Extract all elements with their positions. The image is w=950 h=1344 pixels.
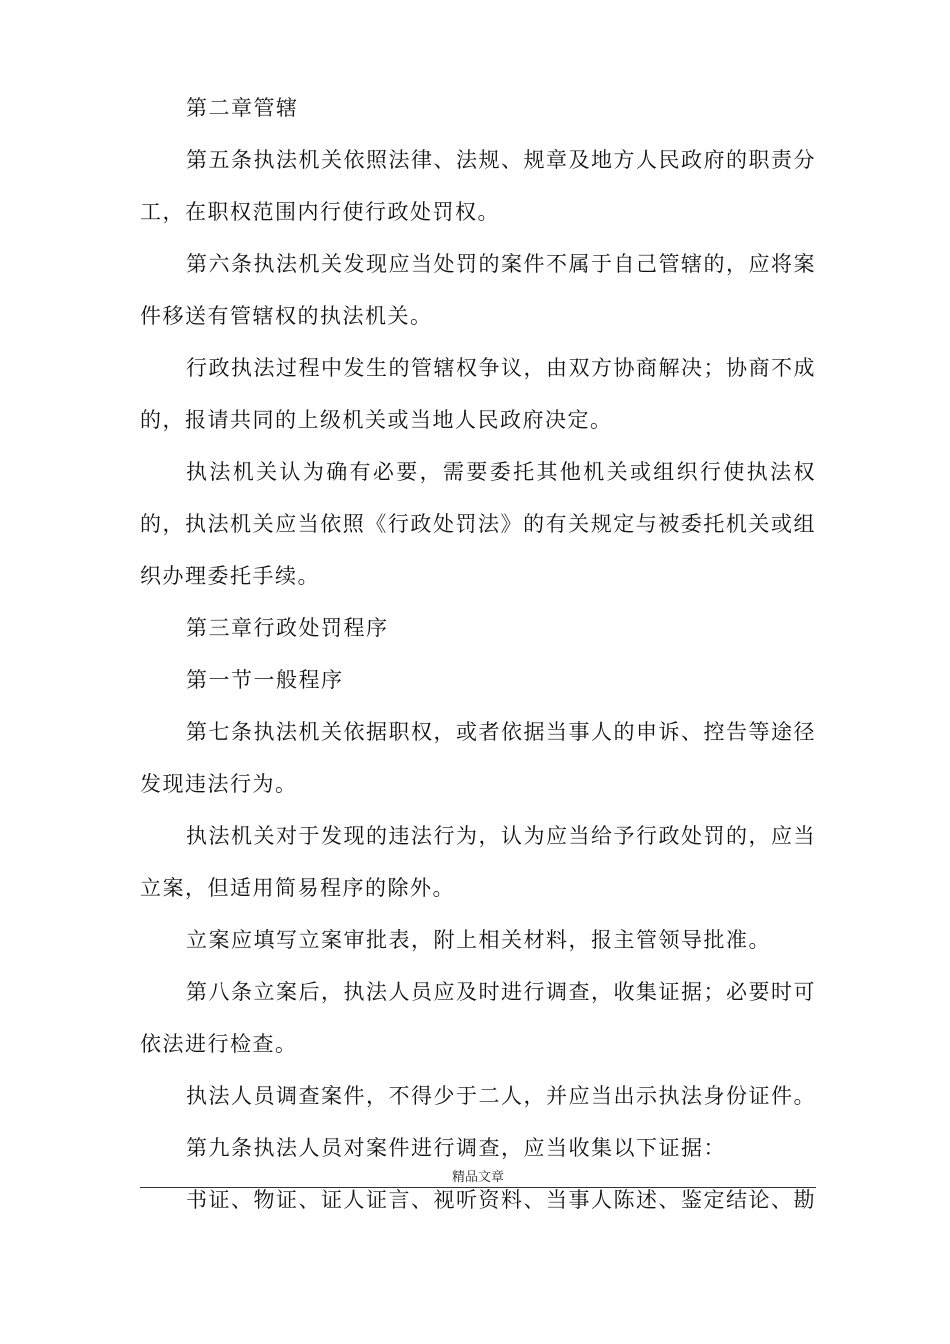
chapter-heading: 第三章行政处罚程序 (186, 616, 389, 640)
article-paragraph: 执法人员调查案件，不得少于二人，并应当出示执法身份证件。 (186, 1084, 816, 1108)
article-paragraph: 行政执法过程中发生的管辖权争议，由双方协商解决；协商不成的，报请共同的上级机关或当地人民政府决定。 (140, 356, 816, 432)
article-paragraph: 第八条立案后，执法人员应及时进行调查，收集证据；必要时可依法进行检查。 (140, 980, 816, 1056)
article-paragraph: 执法机关认为确有必要，需要委托其他机关或组织行使执法权的，执法机关应当依照《行政处罚法》的有关规定与被委托机关或组织办理委托手续。 (140, 460, 816, 588)
article-paragraph: 书证、物证、证人证言、视听资料、当事人陈述、鉴定结论、勘 (186, 1188, 816, 1212)
section-heading: 第一节一般程序 (186, 668, 344, 692)
article-paragraph: 第六条执法机关发现应当处罚的案件不属于自己管辖的，应将案件移送有管辖权的执法机关。 (140, 252, 816, 328)
article-paragraph: 执法机关对于发现的违法行为，认为应当给予行政处罚的，应当立案，但适用简易程序的除外。 (140, 824, 816, 900)
chapter-heading: 第二章管辖 (186, 96, 299, 120)
article-paragraph: 第九条执法人员对案件进行调查，应当收集以下证据： (186, 1136, 726, 1160)
document-body (140, 82, 816, 1226)
footer-label: 精品文章 (451, 1170, 504, 1185)
article-paragraph: 第七条执法机关依据职权，或者依据当事人的申诉、控告等途径发现违法行为。 (140, 720, 816, 796)
article-paragraph: 第五条执法机关依照法律、法规、规章及地方人民政府的职责分工，在职权范围内行使行政处罚权。 (140, 148, 816, 224)
article-paragraph: 立案应填写立案审批表，附上相关材料，报主管领导批准。 (186, 928, 771, 952)
footer-divider (140, 1187, 816, 1188)
